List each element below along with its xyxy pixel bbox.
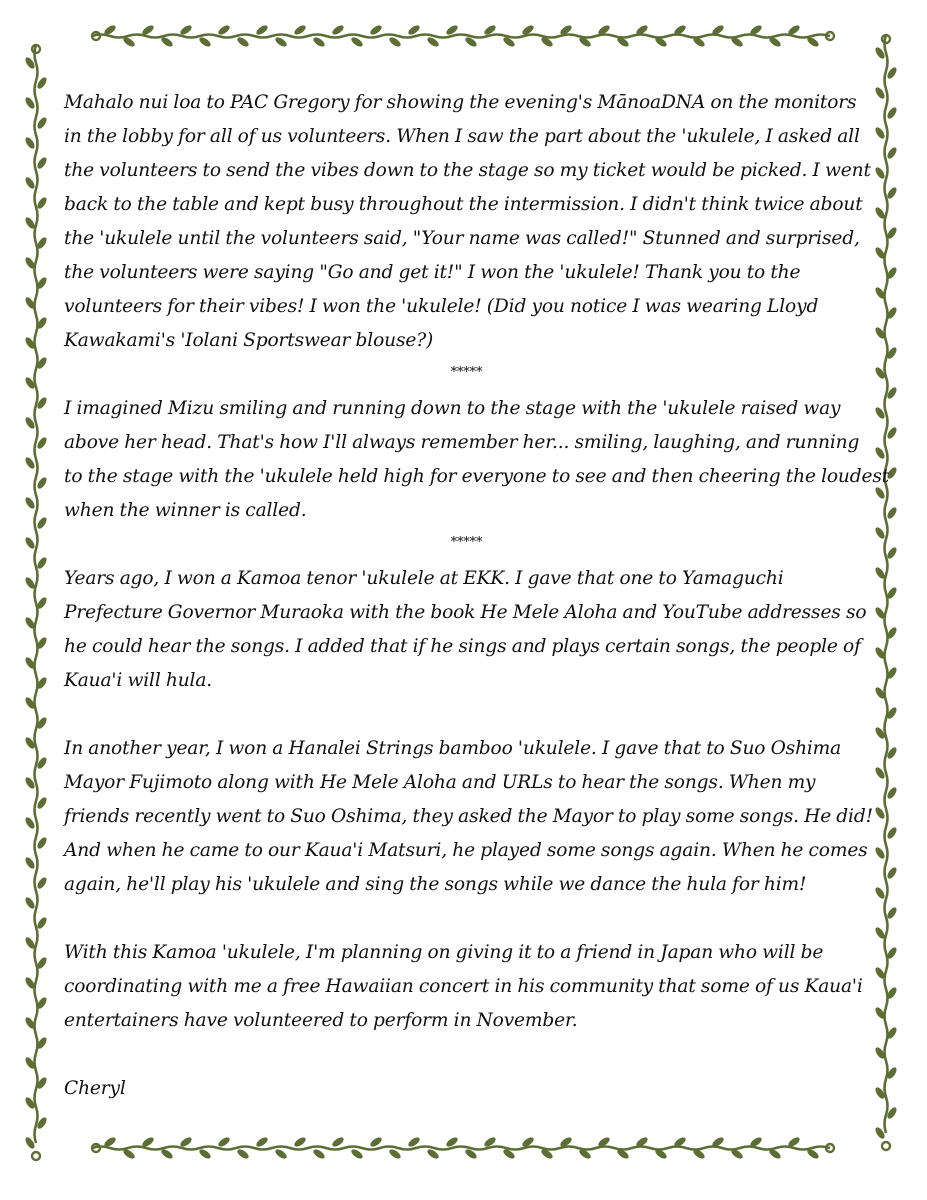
text-line: above her head. That's how I'll always remember her... smiling, laughing, and running [64, 432, 860, 453]
section-separator: ***** [450, 365, 483, 380]
text-line: Mayor Fujimoto along with He Mele Aloha and URLs to hear the songs. When my [64, 772, 816, 793]
paragraph-hanalei [64, 732, 873, 902]
text-line: Prefecture Governor Muraoka with the book He Mele Aloha and YouTube addresses so [64, 602, 867, 623]
text-line: Kawakami's 'Iolani Sportswear blouse?) [64, 330, 434, 351]
text-line: coordinating with me a free Hawaiian concert in his community that some of us Kaua'i [64, 976, 863, 997]
text-line: when the winner is called. [64, 500, 307, 521]
text-line: Kaua'i will hula. [64, 670, 213, 691]
text-line: Mahalo nui loa to PAC Gregory for showing the evening's MānoaDNA on the monitors [64, 92, 857, 113]
paragraph-volunteers [64, 86, 869, 358]
vine-border-right-icon [872, 35, 900, 1150]
text-line: the volunteers were saying "Go and get it!" I won the 'ukulele! Thank you to the [64, 262, 801, 283]
text-line: Years ago, I won a Kamoa tenor 'ukulele at EKK. I gave that one to Yamaguchi [64, 568, 784, 589]
signature: Cheryl [64, 1078, 126, 1099]
paragraph-spacer [64, 902, 869, 936]
vine-border-left-icon [22, 45, 50, 1160]
paragraph-spacer [64, 698, 869, 732]
letter-body [64, 86, 890, 1106]
text-line: volunteers for their vibes! I won the 'ukulele! (Did you notice I was wearing Lloyd [64, 296, 819, 317]
paragraph-japan-concert [64, 936, 869, 1038]
section-separator: ***** [450, 535, 483, 550]
text-line: With this Kamoa 'ukulele, I'm planning on giving it to a friend in Japan who will be [64, 942, 824, 963]
paragraph-kamoa-tenor [64, 562, 869, 698]
text-line: the 'ukulele until the volunteers said, "Your name was called!" Stunned and surprised, [64, 228, 860, 249]
paragraph-mizu [64, 392, 890, 528]
text-line: friends recently went to Suo Oshima, they asked the Mayor to play some songs. He did! [64, 806, 873, 827]
text-line: again, he'll play his 'ukulele and sing the songs while we dance the hula for him! [64, 874, 807, 895]
paragraph-spacer [64, 1038, 869, 1072]
text-line: And when he came to our Kaua'i Matsuri, he played some songs again. When he comes [64, 840, 868, 861]
text-line: the volunteers to send the vibes down to the stage so my ticket would be picked. I went [64, 160, 871, 181]
text-line: to the stage with the 'ukulele held high for everyone to see and then cheering the loudest [64, 466, 890, 487]
text-line: in the lobby for all of us volunteers. When I saw the part about the 'ukulele, I asked all [64, 126, 860, 147]
vine-border-bottom-icon [92, 1134, 834, 1162]
text-line: back to the table and kept busy throughout the intermission. I didn't think twice about [64, 194, 863, 215]
text-line: I imagined Mizu smiling and running down to the stage with the 'ukulele raised way [64, 398, 841, 419]
text-line: he could hear the songs. I added that if he sings and plays certain songs, the people of [64, 636, 861, 657]
vine-border-top-icon [92, 22, 834, 50]
text-line: entertainers have volunteered to perform in November. [64, 1010, 578, 1031]
text-line: In another year, I won a Hanalei Strings bamboo 'ukulele. I gave that to Suo Oshima [64, 738, 842, 759]
